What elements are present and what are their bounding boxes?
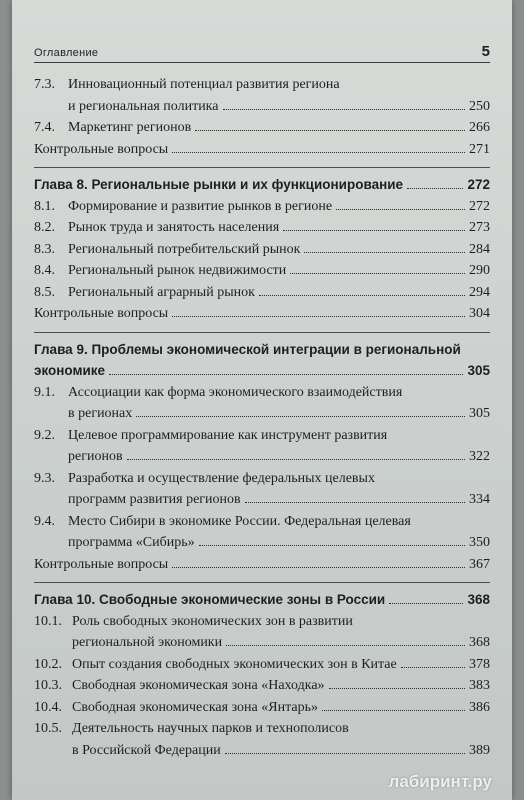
chapter-entry — [34, 589, 490, 611]
entry-title-line: Маркетинг регионов — [68, 120, 192, 135]
section-number: 9.3. — [34, 470, 55, 486]
section-number: 8.2. — [34, 220, 55, 235]
entry-title-line: Региональный аграрный рынок — [68, 284, 255, 300]
entry-title-line: Целевое программирование как инструмент развития — [68, 427, 388, 443]
entry-page-number: 294 — [469, 284, 490, 300]
entry-page-number: 386 — [469, 699, 490, 715]
section-entry — [34, 718, 490, 761]
entry-page-number: 368 — [467, 592, 490, 607]
section-number: 9.2. — [34, 427, 55, 443]
section-entry — [34, 282, 490, 304]
entry-page-number: 290 — [469, 263, 490, 278]
dot-leader — [172, 567, 465, 568]
entry-page-number: 272 — [469, 198, 490, 214]
section-number: 9.4. — [34, 513, 55, 529]
section-entry — [34, 468, 490, 511]
section-entry — [34, 382, 490, 425]
dot-leader — [329, 688, 465, 689]
section-number: 8.4. — [34, 263, 55, 278]
section-number: 9.1. — [34, 384, 55, 400]
entry-title-line: Контрольные вопросы — [34, 141, 169, 157]
section-entry — [34, 611, 490, 654]
entry-page-number: 334 — [469, 492, 490, 507]
dot-leader — [109, 374, 463, 375]
entry-title-line: в Российской Федерации — [72, 742, 221, 758]
entry-title-line: экономике — [34, 363, 106, 378]
dot-leader — [290, 273, 465, 274]
dot-leader — [259, 295, 465, 296]
entry-page-number: 378 — [469, 656, 490, 672]
entry-page-number: 284 — [469, 241, 490, 257]
section-entry — [34, 425, 490, 468]
chapter-entry — [34, 339, 490, 382]
entry-title-line: регионов — [68, 449, 123, 464]
entry-title-line: Роль свободных экономических зон в развитии — [72, 613, 353, 629]
section-entry — [34, 260, 490, 282]
page-number: 5 — [481, 43, 490, 60]
entry-page-number: 350 — [469, 535, 490, 550]
toc-block — [34, 332, 490, 583]
entry-title-line: Региональный потребительский рынок — [68, 241, 301, 257]
dot-leader — [283, 230, 465, 231]
dot-leader — [127, 459, 465, 460]
entry-title-line: Контрольные вопросы — [34, 306, 169, 321]
entry-title-line: программа «Сибирь» — [68, 535, 195, 550]
entry-page-number: 389 — [469, 742, 490, 758]
dot-leader — [389, 603, 463, 604]
dot-leader — [304, 252, 465, 253]
entry-page-number: 304 — [469, 306, 490, 321]
entry-title-line: Глава 9. Проблемы экономической интеграции в региональной — [34, 341, 461, 357]
section-entry — [34, 74, 490, 117]
dot-leader — [172, 316, 465, 317]
section-entry — [34, 511, 490, 554]
section-number: 10.2. — [34, 656, 62, 672]
section-number: 10.1. — [34, 613, 62, 629]
entry-title-line: Контрольные вопросы — [34, 556, 169, 572]
entry-page-number: 368 — [469, 635, 490, 650]
section-number: 10.5. — [34, 721, 62, 736]
entry-page-number: 250 — [469, 98, 490, 114]
toc-block — [34, 68, 490, 167]
section-number: 7.4. — [34, 120, 55, 135]
entry-page-number: 322 — [469, 449, 490, 464]
entry-page-number: 383 — [469, 678, 490, 693]
dot-leader — [136, 416, 465, 417]
entry-title-line: Глава 10. Свободные экономические зоны в России — [34, 592, 386, 607]
section-number: 7.3. — [34, 77, 55, 92]
entry-page-number: 305 — [467, 363, 490, 378]
entry-title-line: в регионах — [68, 406, 133, 421]
entry-title-line: Рынок труда и занятость населения — [68, 220, 280, 235]
entry-title-line: и региональная политика — [68, 98, 219, 114]
section-entry — [34, 117, 490, 139]
dot-leader — [172, 152, 465, 153]
entry-title-line: Место Сибири в экономике России. Федеральная целевая — [68, 513, 411, 529]
entry-title-line: Региональный рынок недвижимости — [68, 263, 287, 278]
entry-title-line: Формирование и развитие рынков в регионе — [68, 198, 333, 214]
section-entry — [34, 217, 490, 239]
review-questions-entry — [34, 303, 490, 325]
entry-title-line: Свободная экономическая зона «Янтарь» — [72, 699, 318, 715]
entry-page-number: 367 — [469, 556, 490, 572]
dot-leader — [225, 753, 465, 754]
dot-leader — [322, 710, 465, 711]
watermark-logo: лабиринт.ру — [388, 772, 492, 791]
dot-leader — [199, 545, 465, 546]
review-questions-entry — [34, 139, 490, 161]
entry-title-line: Деятельность научных парков и технополисов — [72, 721, 349, 736]
dot-leader — [195, 130, 465, 131]
chapter-entry — [34, 174, 490, 196]
entry-title-line: Инновационный потенциал развития региона — [68, 77, 340, 92]
section-number: 8.3. — [34, 241, 55, 257]
dot-leader — [407, 188, 463, 189]
entry-title-line: Опыт создания свободных экономических зон в Китае — [72, 656, 397, 672]
dot-leader — [223, 109, 466, 110]
table-of-contents — [34, 68, 490, 768]
entry-page-number: 272 — [467, 177, 490, 192]
section-entry — [34, 697, 490, 719]
toc-block — [34, 582, 490, 768]
running-head-title: Оглавление — [34, 47, 99, 59]
dot-leader — [401, 667, 465, 668]
section-number: 10.3. — [34, 678, 62, 693]
entry-title-line: Ассоциации как форма экономического взаимодействия — [68, 384, 403, 400]
dot-leader — [336, 209, 465, 210]
section-number: 8.5. — [34, 284, 55, 300]
section-entry — [34, 196, 490, 218]
entry-title-line: Глава 8. Региональные рынки и их функционирование — [34, 177, 404, 192]
entry-page-number: 305 — [469, 406, 490, 421]
section-entry — [34, 239, 490, 261]
section-number: 8.1. — [34, 198, 55, 214]
section-entry — [34, 675, 490, 697]
entry-page-number: 271 — [469, 141, 490, 157]
entry-page-number: 273 — [469, 220, 490, 235]
section-entry — [34, 654, 490, 676]
section-number: 10.4. — [34, 699, 62, 715]
entry-title-line: региональной экономики — [72, 635, 223, 650]
review-questions-entry — [34, 554, 490, 576]
entry-title-line: Свободная экономическая зона «Находка» — [72, 678, 325, 693]
book-page — [12, 0, 512, 800]
running-head — [34, 42, 490, 63]
entry-page-number: 266 — [469, 120, 490, 135]
dot-leader — [226, 645, 465, 646]
dot-leader — [245, 502, 465, 503]
entry-title-line: Разработка и осуществление федеральных целевых — [68, 470, 375, 486]
entry-title-line: программ развития регионов — [68, 492, 241, 507]
toc-block — [34, 167, 490, 332]
